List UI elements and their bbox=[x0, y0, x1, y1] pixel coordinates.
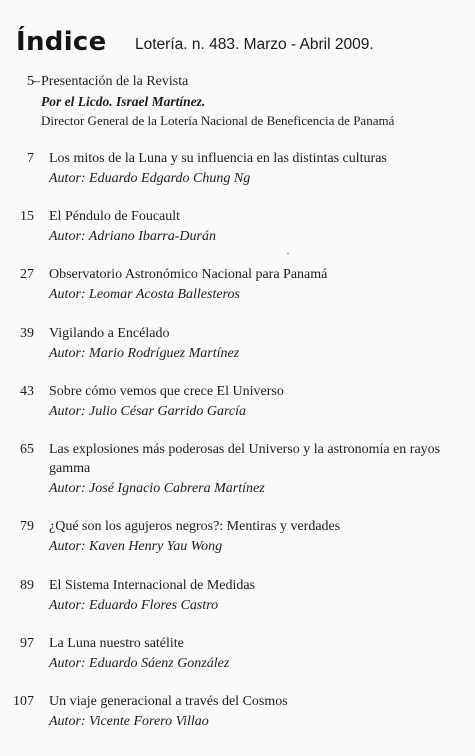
toc-page-number: 107 bbox=[13, 694, 34, 709]
toc-article-title[interactable]: El Sistema Internacional de Medidas bbox=[49, 578, 256, 593]
toc-entry-observatorio[interactable] bbox=[0, 265, 475, 305]
toc-article-title[interactable]: El Péndulo de Foucault bbox=[49, 209, 181, 224]
toc-page-number: 97 bbox=[20, 636, 34, 651]
toc-page-number: 5 bbox=[27, 74, 34, 89]
toc-article-title[interactable]: Observatorio Astronómico Nacional para Panamá bbox=[49, 267, 328, 282]
toc-author: Autor: Kaven Henry Yau Wong bbox=[49, 539, 223, 554]
toc-entry-presentacion[interactable] bbox=[0, 72, 475, 132]
toc-article-title[interactable]: Vigilando a Encélado bbox=[49, 326, 170, 341]
toc-page-number: 43 bbox=[20, 384, 34, 399]
toc-article-title[interactable]: Un viaje generacional a través del Cosmos bbox=[49, 694, 288, 709]
toc-article-title[interactable]: La Luna nuestro satélite bbox=[49, 636, 184, 651]
issue-info: Lotería. n. 483. Marzo - Abril 2009. bbox=[135, 36, 374, 53]
toc-article-title[interactable]: Presentación de la Revista bbox=[41, 74, 189, 89]
toc-entry-mitos-luna[interactable] bbox=[0, 149, 475, 189]
toc-article-title[interactable]: Las explosiones más poderosas del Universo y la astronomía en rayos gamma bbox=[49, 442, 441, 476]
toc-author: Autor: Julio César Garrido García bbox=[49, 404, 247, 419]
toc-author: Autor: Leomar Acosta Ballesteros bbox=[49, 287, 240, 302]
toc-entry-luna-satelite[interactable] bbox=[0, 634, 475, 674]
toc-author: Autor: José Ignacio Cabrera Martínez bbox=[49, 481, 265, 496]
toc-page-number: 15 bbox=[20, 209, 34, 224]
scan-speck bbox=[287, 253, 289, 254]
toc-page-number: 39 bbox=[20, 326, 34, 341]
toc-author: Autor: Mario Rodríguez Martínez bbox=[49, 346, 240, 361]
toc-entry-agujeros-negros[interactable] bbox=[0, 517, 475, 557]
toc-entry-sistema-medidas[interactable] bbox=[0, 576, 475, 616]
toc-entry-universo[interactable] bbox=[0, 382, 475, 422]
toc-page-number: 27 bbox=[20, 267, 34, 282]
toc-page-number: 65 bbox=[20, 442, 34, 457]
toc-entry-encelado[interactable] bbox=[0, 324, 475, 364]
page-title: Índice bbox=[16, 27, 107, 57]
toc-article-title[interactable]: ¿Qué son los agujeros negros?: Mentiras y verdades bbox=[49, 519, 341, 534]
toc-page-number: 79 bbox=[20, 519, 34, 534]
toc-author: Autor: Eduardo Edgardo Chung Ng bbox=[49, 171, 251, 186]
toc-author-role: Director General de la Lotería Nacional de Beneficencia de Panamá bbox=[41, 113, 395, 128]
page-header bbox=[16, 26, 466, 60]
dash-mark: – bbox=[33, 74, 40, 89]
toc-entry-rayos-gamma[interactable] bbox=[0, 440, 475, 500]
toc-author: Autor: Eduardo Flores Castro bbox=[49, 598, 219, 613]
toc-author: Autor: Adriano Ibarra-Durán bbox=[49, 229, 216, 244]
toc-article-title[interactable]: Los mitos de la Luna y su influencia en las distintas culturas bbox=[49, 151, 387, 166]
toc-page-number: 7 bbox=[27, 151, 34, 166]
toc-entry-pendulo-foucault[interactable] bbox=[0, 207, 475, 247]
toc-article-title[interactable]: Sobre cómo vemos que crece El Universo bbox=[49, 384, 284, 399]
toc-page-number: 89 bbox=[20, 578, 34, 593]
toc-author: Autor: Vicente Forero Villao bbox=[49, 714, 209, 729]
toc-author: Autor: Eduardo Sáenz González bbox=[49, 656, 230, 671]
toc-byline: Por el Licdo. Israel Martínez. bbox=[41, 94, 206, 109]
toc-entry-viaje-cosmos[interactable] bbox=[0, 692, 475, 732]
